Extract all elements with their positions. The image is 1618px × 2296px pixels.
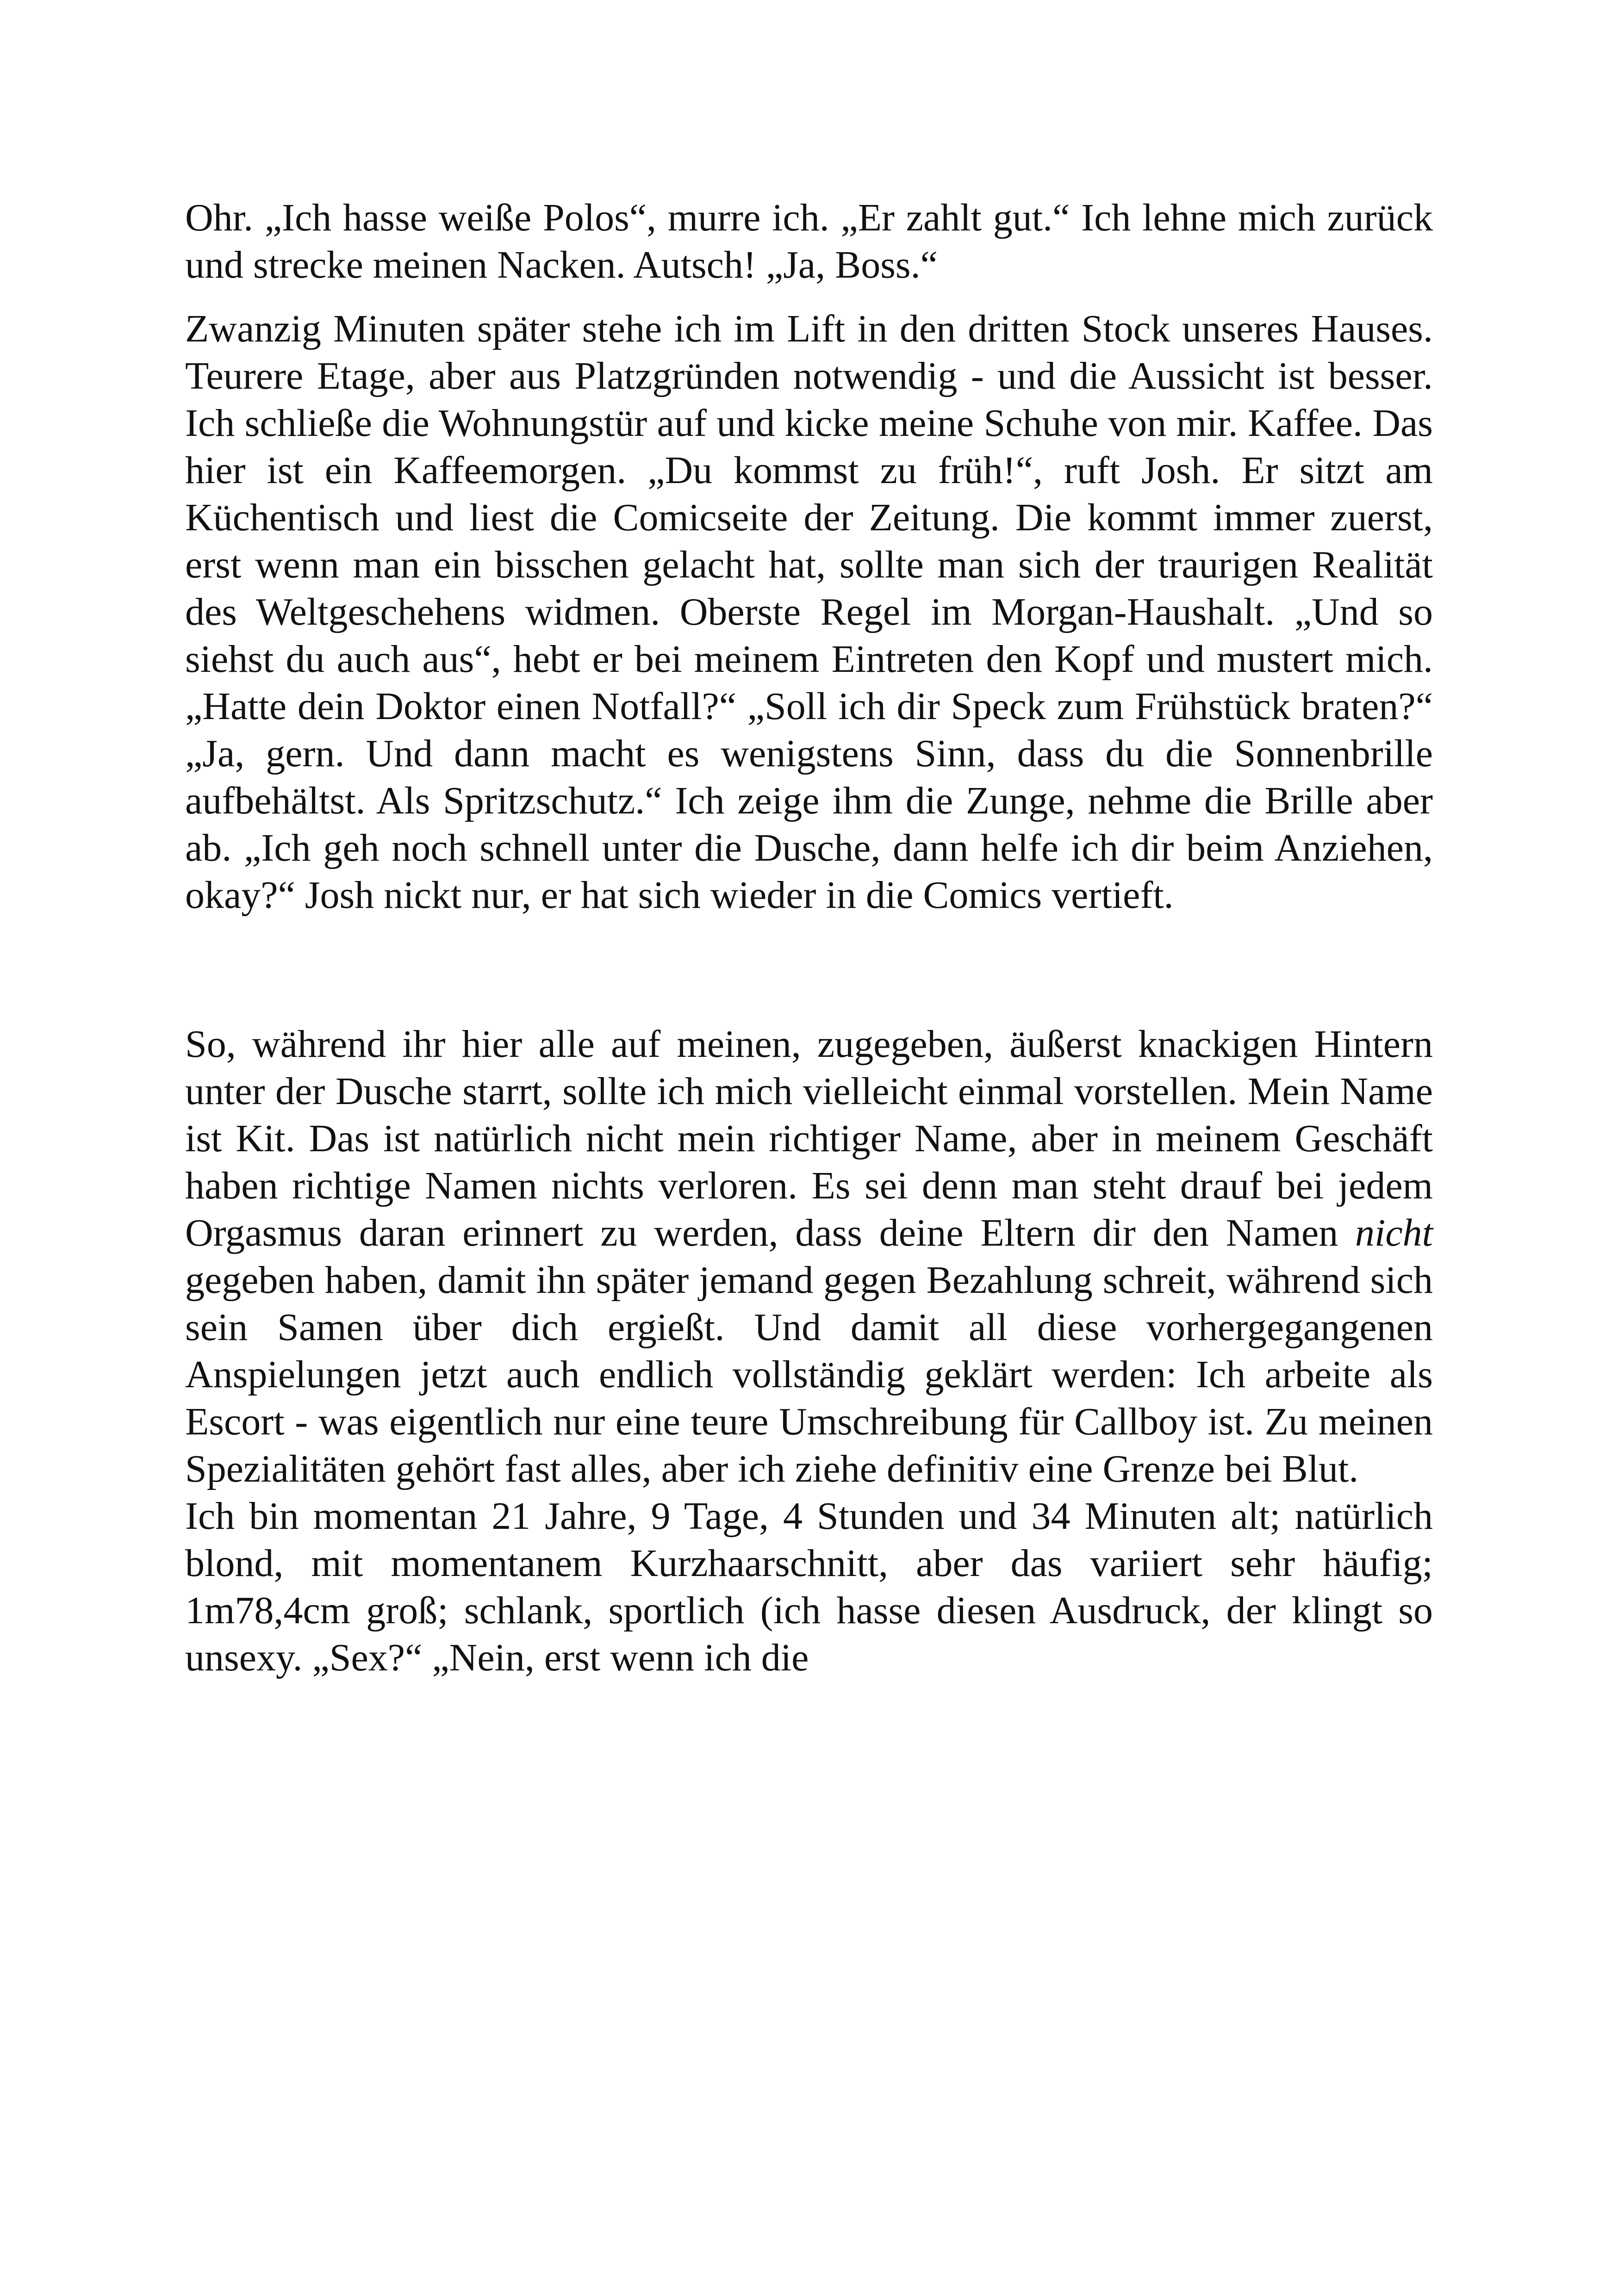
paragraph-4 <box>185 1493 1433 1682</box>
paragraph-1-text: Ohr. „Ich hasse weiße Polos“, murre ich. „Er zahlt gut.“ Ich lehne mich zurück und strecke meinen Nacken. Autsch! „Ja, Boss.“ <box>185 196 1433 286</box>
paragraph-2-text: Zwanzig Minuten später stehe ich im Lift in den dritten Stock unseres Hauses. Teurere Etage, aber aus Platzgründen notwendig - und die Aussicht ist besser. Ich schließe die Wohnungstür auf und kicke meine Schuhe von mir. Kaffee. Das hier ist ein Kaffeemorgen. „Du kommst zu früh!“, ruft Josh. Er sitzt am Küchentisch und liest die Comicseite der Zeitung. Die kommt immer zuerst, erst wenn man ein bisschen gelacht hat, sollte man sich der traurigen Realität des Weltgeschehens widmen. Oberste Regel im Morgan-Haushalt. „Und so siehst du auch aus“, hebt er bei meinem Eintreten den Kopf und mustert mich. „Hatte dein Doktor einen Notfall?“ „Soll ich dir Speck zum Frühstück braten?“ „Ja, gern. Und dann macht es wenigstens Sinn, dass du die Sonnenbrille aufbehältst. Als Spritzschutz.“ Ich zeige ihm die Zunge, nehme die Brille aber ab. „Ich geh noch schnell unter die Dusche, dann helfe ich dir beim Anziehen, okay?“ Josh nickt nur, er hat sich wieder in die Comics vertieft. <box>185 307 1433 917</box>
paragraph-4-text: Ich bin momentan 21 Jahre, 9 Tage, 4 Stunden und 34 Minuten alt; natürlich blond, mit momentanem Kurzhaarschnitt, aber das variiert sehr häufig; 1m78,4cm groß; schlank, sportlich (ich hasse diesen Ausdruck, der klingt so unsexy. „Sex?“ „Nein, erst wenn ich die <box>185 1495 1433 1679</box>
paragraph-1 <box>185 194 1433 289</box>
paragraph-3-text-start: So, während ihr hier alle auf meinen, zugegeben, äußerst knackigen Hintern unter der Dusche starrt, sollte ich mich vielleicht einmal vorstellen. Mein Name ist Kit. Das ist natürlich nicht mein richtiger Name, aber in meinem Geschäft haben richtige Namen nichts verloren. Es sei denn man steht drauf bei jedem Orgasmus daran erinnert zu werden, dass deine Eltern dir den Namen <box>185 1023 1433 1254</box>
paragraph-3-text-end: gegeben haben, damit ihn später jemand gegen Bezahlung schreit, während sich sein Samen über dich ergießt. Und damit all diese vorhergegangenen Anspielungen jetzt auch endlich vollständig geklärt werden: Ich arbeite als Escort - was eigentlich nur eine teure Umschreibung für Callboy ist. Zu meinen Spezialitäten gehört fast alles, aber ich ziehe definitiv eine Grenze bei Blut. <box>185 1259 1433 1490</box>
section-break <box>185 919 1433 1021</box>
paragraph-2 <box>185 305 1433 919</box>
paragraph-3 <box>185 1021 1433 1493</box>
paragraph-3-emphasis: nicht <box>1355 1211 1433 1254</box>
document-page <box>185 194 1433 1682</box>
